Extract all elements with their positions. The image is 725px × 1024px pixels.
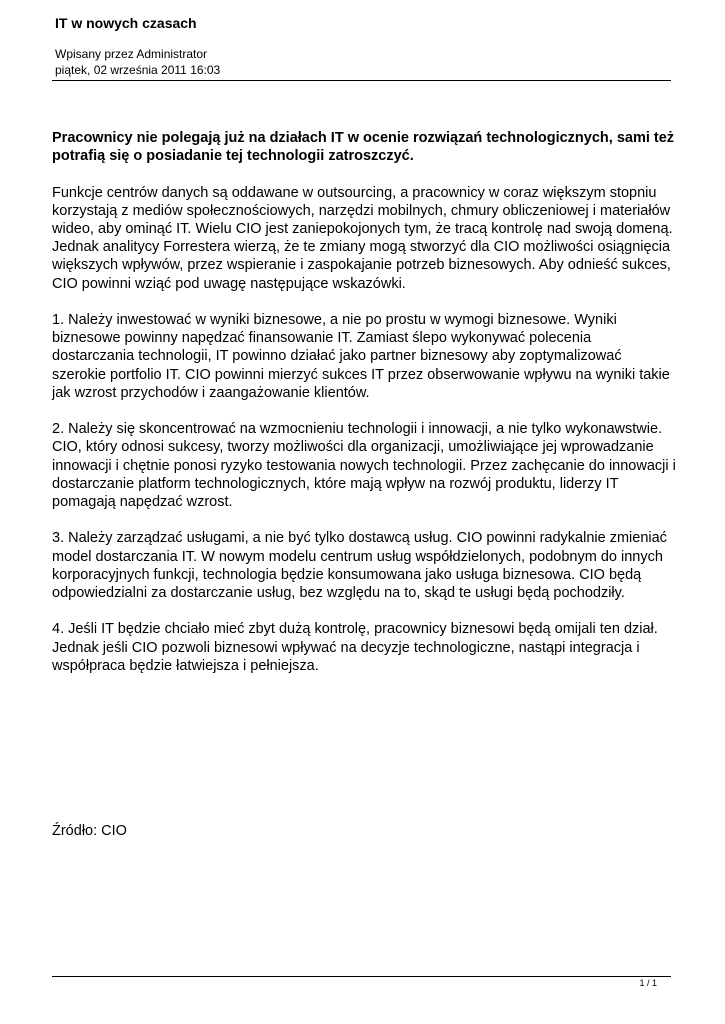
date-line: piątek, 02 września 2011 16:03: [55, 63, 221, 77]
intro-text-2: Jednak analitycy Forrestera wierzą, że te zmiany mogą stworzyć dla CIO możliwości osiągnięcia większych wpływów, przez wspieranie i zaspokajanie potrzeb biznesowych. Aby odnieść sukces, CIO powinni wziąć pod uwagę następujące wskazówki.: [52, 239, 671, 292]
point-2-paragraph: 2. Należy się skoncentrować na wzmocnieniu technologii i innowacji, a nie tylko wykonawstwie. CIO, który odnosi sukcesy, tworzy możliwości dla organizacji, umożliwiające jej wprowadzanie innowacji i chętnie ponosi ryzyko testowania nowych technologii. Przez zachęcanie do innowacji i dostarczanie platform technologicznych, które mają wpływ na rozwój produktu, liderzy IT pomagają napędzać wzrost.: [52, 421, 676, 511]
header-divider: [52, 80, 671, 81]
point-1-paragraph: 1. Należy inwestować w wyniki biznesowe, a nie po prostu w wymogi biznesowe. Wyniki biznesowe powinny napędzać finansowanie IT. Zamiast ślepo wykonywać polecenia dostarczania technologii, IT powinno działać jako partner biznesowy aby zoptymalizować szerokie portfolio IT. CIO powinni mierzyć sukces IT przez obserwowanie wpływu na wyniki takie jak wzrost przychodów i zaangażowanie klientów.: [52, 312, 670, 401]
intro-text-1: Funkcje centrów danych są oddawane w outsourcing, a pracownicy w coraz większym stopniu korzystają z mediów społecznościowych, narzędzi mobilnych, chmury obliczeniowej i materiałów wideo, aby ominąć IT. Wielu CIO jest zaniepokojonych tym, że tracą kontrolę nad swoją domeną.: [52, 184, 673, 237]
article-title: IT w nowych czasach: [55, 15, 197, 31]
footer-divider: [52, 976, 671, 977]
point-4-paragraph: 4. Jeśli IT będzie chciało mieć zbyt dużą kontrolę, pracownicy biznesowi będą omijali ten dział. Jednak jeśli CIO pozwoli biznesowi wpływać na decyzje technologiczne, nastąpi integracja i współpraca będzie łatwiejsza i pełniejsza.: [52, 621, 658, 674]
article-meta: [55, 46, 220, 78]
article-source: Źródło: CIO: [52, 823, 127, 839]
article-lead: Pracownicy nie polegają już na działach IT w ocenie rozwiązań technologicznych, sami też potrafią się o posiadanie tej technologii zatroszczyć.: [52, 130, 675, 165]
article-body: [52, 129, 677, 693]
author-line: Wpisany przez Administrator: [55, 47, 208, 61]
point-3-paragraph: 3. Należy zarządzać usługami, a nie być tylko dostawcą usług. CIO powinni radykalnie zmieniać model dostarczania IT. W nowym modelu centrum usług współdzielonych, podobnym do innych korporacyjnych funkcji, technologia będzie konsumowana jako usługa biznesowa. CIO będą odpowiedzialni za dostarczanie usług, bez względu na to, skąd te usługi będą pochodziły.: [52, 530, 667, 602]
page-number: 1 / 1: [639, 978, 657, 988]
intro-paragraph: [52, 184, 677, 293]
